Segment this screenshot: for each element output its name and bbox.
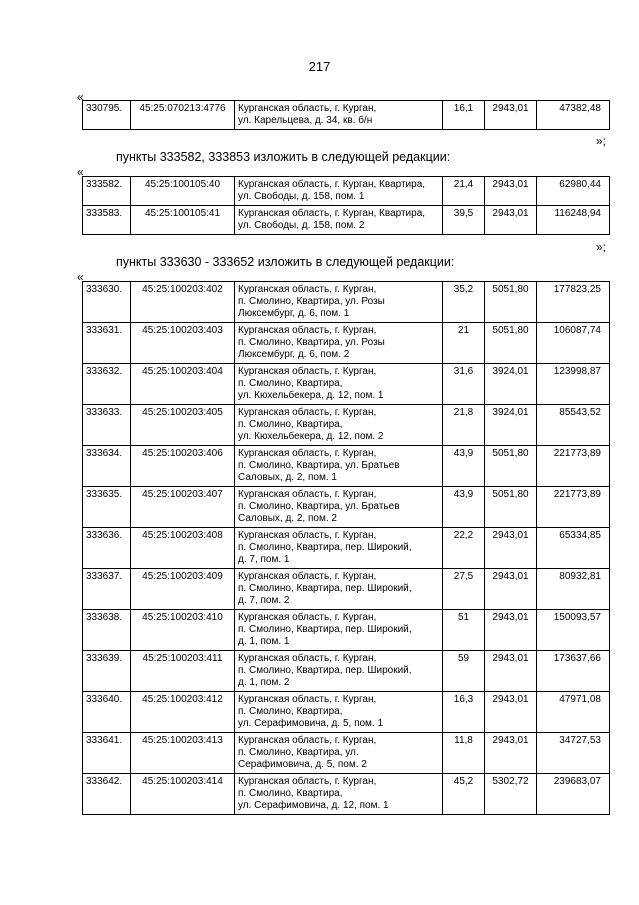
address-line: п. Смолино, Квартира, пер. Широкий, <box>238 583 412 594</box>
cost-cell: 80932,81 <box>537 569 610 610</box>
price-cell: 5051,80 <box>485 323 537 364</box>
address-line: Курганская область, г. Курган, <box>238 653 377 664</box>
area-cell: 11,8 <box>443 733 485 774</box>
table-row <box>83 206 610 235</box>
address-cell <box>235 206 443 235</box>
address-line: п. Смолино, Квартира, ул. Братьев <box>238 501 400 512</box>
table-row <box>83 733 610 774</box>
table-block-1 <box>82 100 610 130</box>
row-number-cell: 333634. <box>83 446 131 487</box>
address-line: д. 7, пом. 2 <box>238 595 290 606</box>
row-number-cell: 333636. <box>83 528 131 569</box>
cost-cell: 65334,85 <box>537 528 610 569</box>
area-cell: 27,5 <box>443 569 485 610</box>
address-cell <box>235 692 443 733</box>
close-quote: »; <box>596 240 607 254</box>
row-number-cell: 333630. <box>83 282 131 323</box>
price-cell: 5051,80 <box>485 282 537 323</box>
cadastral-number-cell: 45:25:100203:410 <box>131 610 235 651</box>
address-line: Люксембург, д. 6, пом. 1 <box>238 308 350 319</box>
price-cell: 3924,01 <box>485 364 537 405</box>
address-line: п. Смолино, Квартира, <box>238 378 343 389</box>
instruction-text-1: пункты 333582, 333853 изложить в следующей редакции: <box>116 150 451 164</box>
cadastral-number-cell: 45:25:100203:408 <box>131 528 235 569</box>
address-line: п. Смолино, Квартира, ул. Братьев <box>238 460 400 471</box>
cadastral-number-cell: 45:25:100203:404 <box>131 364 235 405</box>
address-cell <box>235 101 443 130</box>
table-row <box>83 528 610 569</box>
address-line: д. 1, пом. 2 <box>238 677 290 688</box>
table-row <box>83 774 610 815</box>
address-line: ул. Карельцева, д. 34, кв. б/н <box>238 115 373 126</box>
row-number-cell: 333639. <box>83 651 131 692</box>
address-line: Курганская область, г. Курган, <box>238 325 377 336</box>
area-cell: 35,2 <box>443 282 485 323</box>
table-row <box>83 651 610 692</box>
address-line: Курганская область, г. Курган, <box>238 366 377 377</box>
row-number-cell: 330795. <box>83 101 131 130</box>
price-cell: 5302,72 <box>485 774 537 815</box>
address-line: ул. Кюхельбекера, д. 12, пом. 1 <box>238 390 384 401</box>
cost-cell: 173637,66 <box>537 651 610 692</box>
cost-cell: 62980,44 <box>537 177 610 206</box>
row-number-cell: 333637. <box>83 569 131 610</box>
address-line: Курганская область, г. Курган, <box>238 571 377 582</box>
cost-cell: 106087,74 <box>537 323 610 364</box>
table-row <box>83 487 610 528</box>
address-cell <box>235 405 443 446</box>
cadastral-number-cell: 45:25:100105:41 <box>131 206 235 235</box>
table-row <box>83 446 610 487</box>
row-number-cell: 333632. <box>83 364 131 405</box>
cost-cell: 34727,53 <box>537 733 610 774</box>
cost-cell: 47971,08 <box>537 692 610 733</box>
address-line: п. Смолино, Квартира, ул. Розы <box>238 337 385 348</box>
address-line: ул. Свободы, д. 158, пом. 2 <box>238 220 365 231</box>
address-cell <box>235 651 443 692</box>
cadastral-number-cell: 45:25:100203:407 <box>131 487 235 528</box>
price-cell: 5051,80 <box>485 446 537 487</box>
address-line: Саловых, д. 2, пом. 1 <box>238 472 337 483</box>
address-line: Курганская область, г. Курган, <box>238 448 377 459</box>
table-row <box>83 177 610 206</box>
address-cell <box>235 610 443 651</box>
cost-cell: 221773,89 <box>537 487 610 528</box>
row-number-cell: 333633. <box>83 405 131 446</box>
address-line: д. 7, пом. 1 <box>238 554 290 565</box>
row-number-cell: 333583. <box>83 206 131 235</box>
row-number-cell: 333582. <box>83 177 131 206</box>
address-cell <box>235 733 443 774</box>
area-cell: 43,9 <box>443 446 485 487</box>
cadastral-number-cell: 45:25:100105:40 <box>131 177 235 206</box>
instruction-text-2: пункты 333630 - 333652 изложить в следующей редакции: <box>116 255 455 269</box>
cost-cell: 177823,25 <box>537 282 610 323</box>
address-line: п. Смолино, Квартира, пер. Широкий, <box>238 624 412 635</box>
area-cell: 22,2 <box>443 528 485 569</box>
cadastral-number-cell: 45:25:100203:413 <box>131 733 235 774</box>
area-cell: 21,4 <box>443 177 485 206</box>
address-line: п. Смолино, Квартира, <box>238 788 343 799</box>
address-cell <box>235 569 443 610</box>
table-block-2 <box>82 176 610 235</box>
address-cell <box>235 364 443 405</box>
area-cell: 21 <box>443 323 485 364</box>
open-quote: « <box>77 90 84 104</box>
cadastral-number-cell: 45:25:100203:414 <box>131 774 235 815</box>
price-cell: 2943,01 <box>485 101 537 130</box>
address-line: Саловых, д. 2, пом. 2 <box>238 513 337 524</box>
address-line: Серафимовича, д. 5, пом. 2 <box>238 759 367 770</box>
address-cell <box>235 282 443 323</box>
table-row <box>83 364 610 405</box>
price-cell: 5051,80 <box>485 487 537 528</box>
address-cell <box>235 446 443 487</box>
area-cell: 21,8 <box>443 405 485 446</box>
price-cell: 2943,01 <box>485 651 537 692</box>
price-cell: 2943,01 <box>485 692 537 733</box>
cadastral-number-cell: 45:25:100203:412 <box>131 692 235 733</box>
area-cell: 31,6 <box>443 364 485 405</box>
cadastral-number-cell: 45:25:100203:403 <box>131 323 235 364</box>
address-line: Курганская область, г. Курган, Квартира, <box>238 208 426 219</box>
address-cell <box>235 487 443 528</box>
price-cell: 3924,01 <box>485 405 537 446</box>
cost-cell: 116248,94 <box>537 206 610 235</box>
area-cell: 45,2 <box>443 774 485 815</box>
address-line: Курганская область, г. Курган, <box>238 776 377 787</box>
row-number-cell: 333631. <box>83 323 131 364</box>
table-row <box>83 405 610 446</box>
address-line: п. Смолино, Квартира, пер. Широкий, <box>238 665 412 676</box>
address-cell <box>235 774 443 815</box>
row-number-cell: 333635. <box>83 487 131 528</box>
row-number-cell: 333638. <box>83 610 131 651</box>
price-cell: 2943,01 <box>485 569 537 610</box>
address-line: Курганская область, г. Курган, <box>238 103 377 114</box>
address-line: Курганская область, г. Курган, <box>238 284 377 295</box>
table-row <box>83 323 610 364</box>
address-line: ул. Серафимовича, д. 12, пом. 1 <box>238 800 389 811</box>
address-line: п. Смолино, Квартира, ул. Розы <box>238 296 385 307</box>
price-cell: 2943,01 <box>485 733 537 774</box>
address-line: ул. Кюхельбекера, д. 12, пом. 2 <box>238 431 384 442</box>
row-number-cell: 333640. <box>83 692 131 733</box>
area-cell: 16,1 <box>443 101 485 130</box>
address-line: Курганская область, г. Курган, <box>238 735 377 746</box>
table-row <box>83 101 610 130</box>
price-cell: 2943,01 <box>485 528 537 569</box>
address-line: Курганская область, г. Курган, Квартира, <box>238 179 426 190</box>
address-line: п. Смолино, Квартира, <box>238 706 343 717</box>
cost-cell: 221773,89 <box>537 446 610 487</box>
price-cell: 2943,01 <box>485 206 537 235</box>
address-line: ул. Свободы, д. 158, пом. 1 <box>238 191 365 202</box>
cadastral-number-cell: 45:25:100203:402 <box>131 282 235 323</box>
row-number-cell: 333642. <box>83 774 131 815</box>
area-cell: 16,3 <box>443 692 485 733</box>
address-line: д. 1, пом. 1 <box>238 636 290 647</box>
address-line: ул. Серафимовича, д. 5, пом. 1 <box>238 718 384 729</box>
cadastral-number-cell: 45:25:100203:411 <box>131 651 235 692</box>
address-cell <box>235 323 443 364</box>
address-line: Курганская область, г. Курган, <box>238 530 377 541</box>
table-row <box>83 692 610 733</box>
area-cell: 51 <box>443 610 485 651</box>
address-line: Курганская область, г. Курган, <box>238 612 377 623</box>
table-row <box>83 282 610 323</box>
row-number-cell: 333641. <box>83 733 131 774</box>
address-line: Курганская область, г. Курган, <box>238 694 377 705</box>
address-line: п. Смолино, Квартира, пер. Широкий, <box>238 542 412 553</box>
address-cell <box>235 177 443 206</box>
area-cell: 59 <box>443 651 485 692</box>
cost-cell: 239683,07 <box>537 774 610 815</box>
address-line: Курганская область, г. Курган, <box>238 407 377 418</box>
page-number: 217 <box>308 59 331 74</box>
area-cell: 43,9 <box>443 487 485 528</box>
cost-cell: 150093,57 <box>537 610 610 651</box>
area-cell: 39,5 <box>443 206 485 235</box>
address-line: Люксембург, д. 6, пом. 2 <box>238 349 350 360</box>
cost-cell: 85543,52 <box>537 405 610 446</box>
cost-cell: 123998,87 <box>537 364 610 405</box>
table-row <box>83 610 610 651</box>
address-cell <box>235 528 443 569</box>
cadastral-number-cell: 45:25:070213:4776 <box>131 101 235 130</box>
open-quote: « <box>77 270 84 284</box>
close-quote: »; <box>596 134 607 148</box>
cadastral-number-cell: 45:25:100203:409 <box>131 569 235 610</box>
address-line: Курганская область, г. Курган, <box>238 489 377 500</box>
address-line: п. Смолино, Квартира, ул. <box>238 747 359 758</box>
price-cell: 2943,01 <box>485 177 537 206</box>
open-quote: « <box>77 165 84 179</box>
cadastral-number-cell: 45:25:100203:405 <box>131 405 235 446</box>
cost-cell: 47382,48 <box>537 101 610 130</box>
table-row <box>83 569 610 610</box>
cadastral-number-cell: 45:25:100203:406 <box>131 446 235 487</box>
price-cell: 2943,01 <box>485 610 537 651</box>
address-line: п. Смолино, Квартира, <box>238 419 343 430</box>
table-block-3 <box>82 281 610 815</box>
